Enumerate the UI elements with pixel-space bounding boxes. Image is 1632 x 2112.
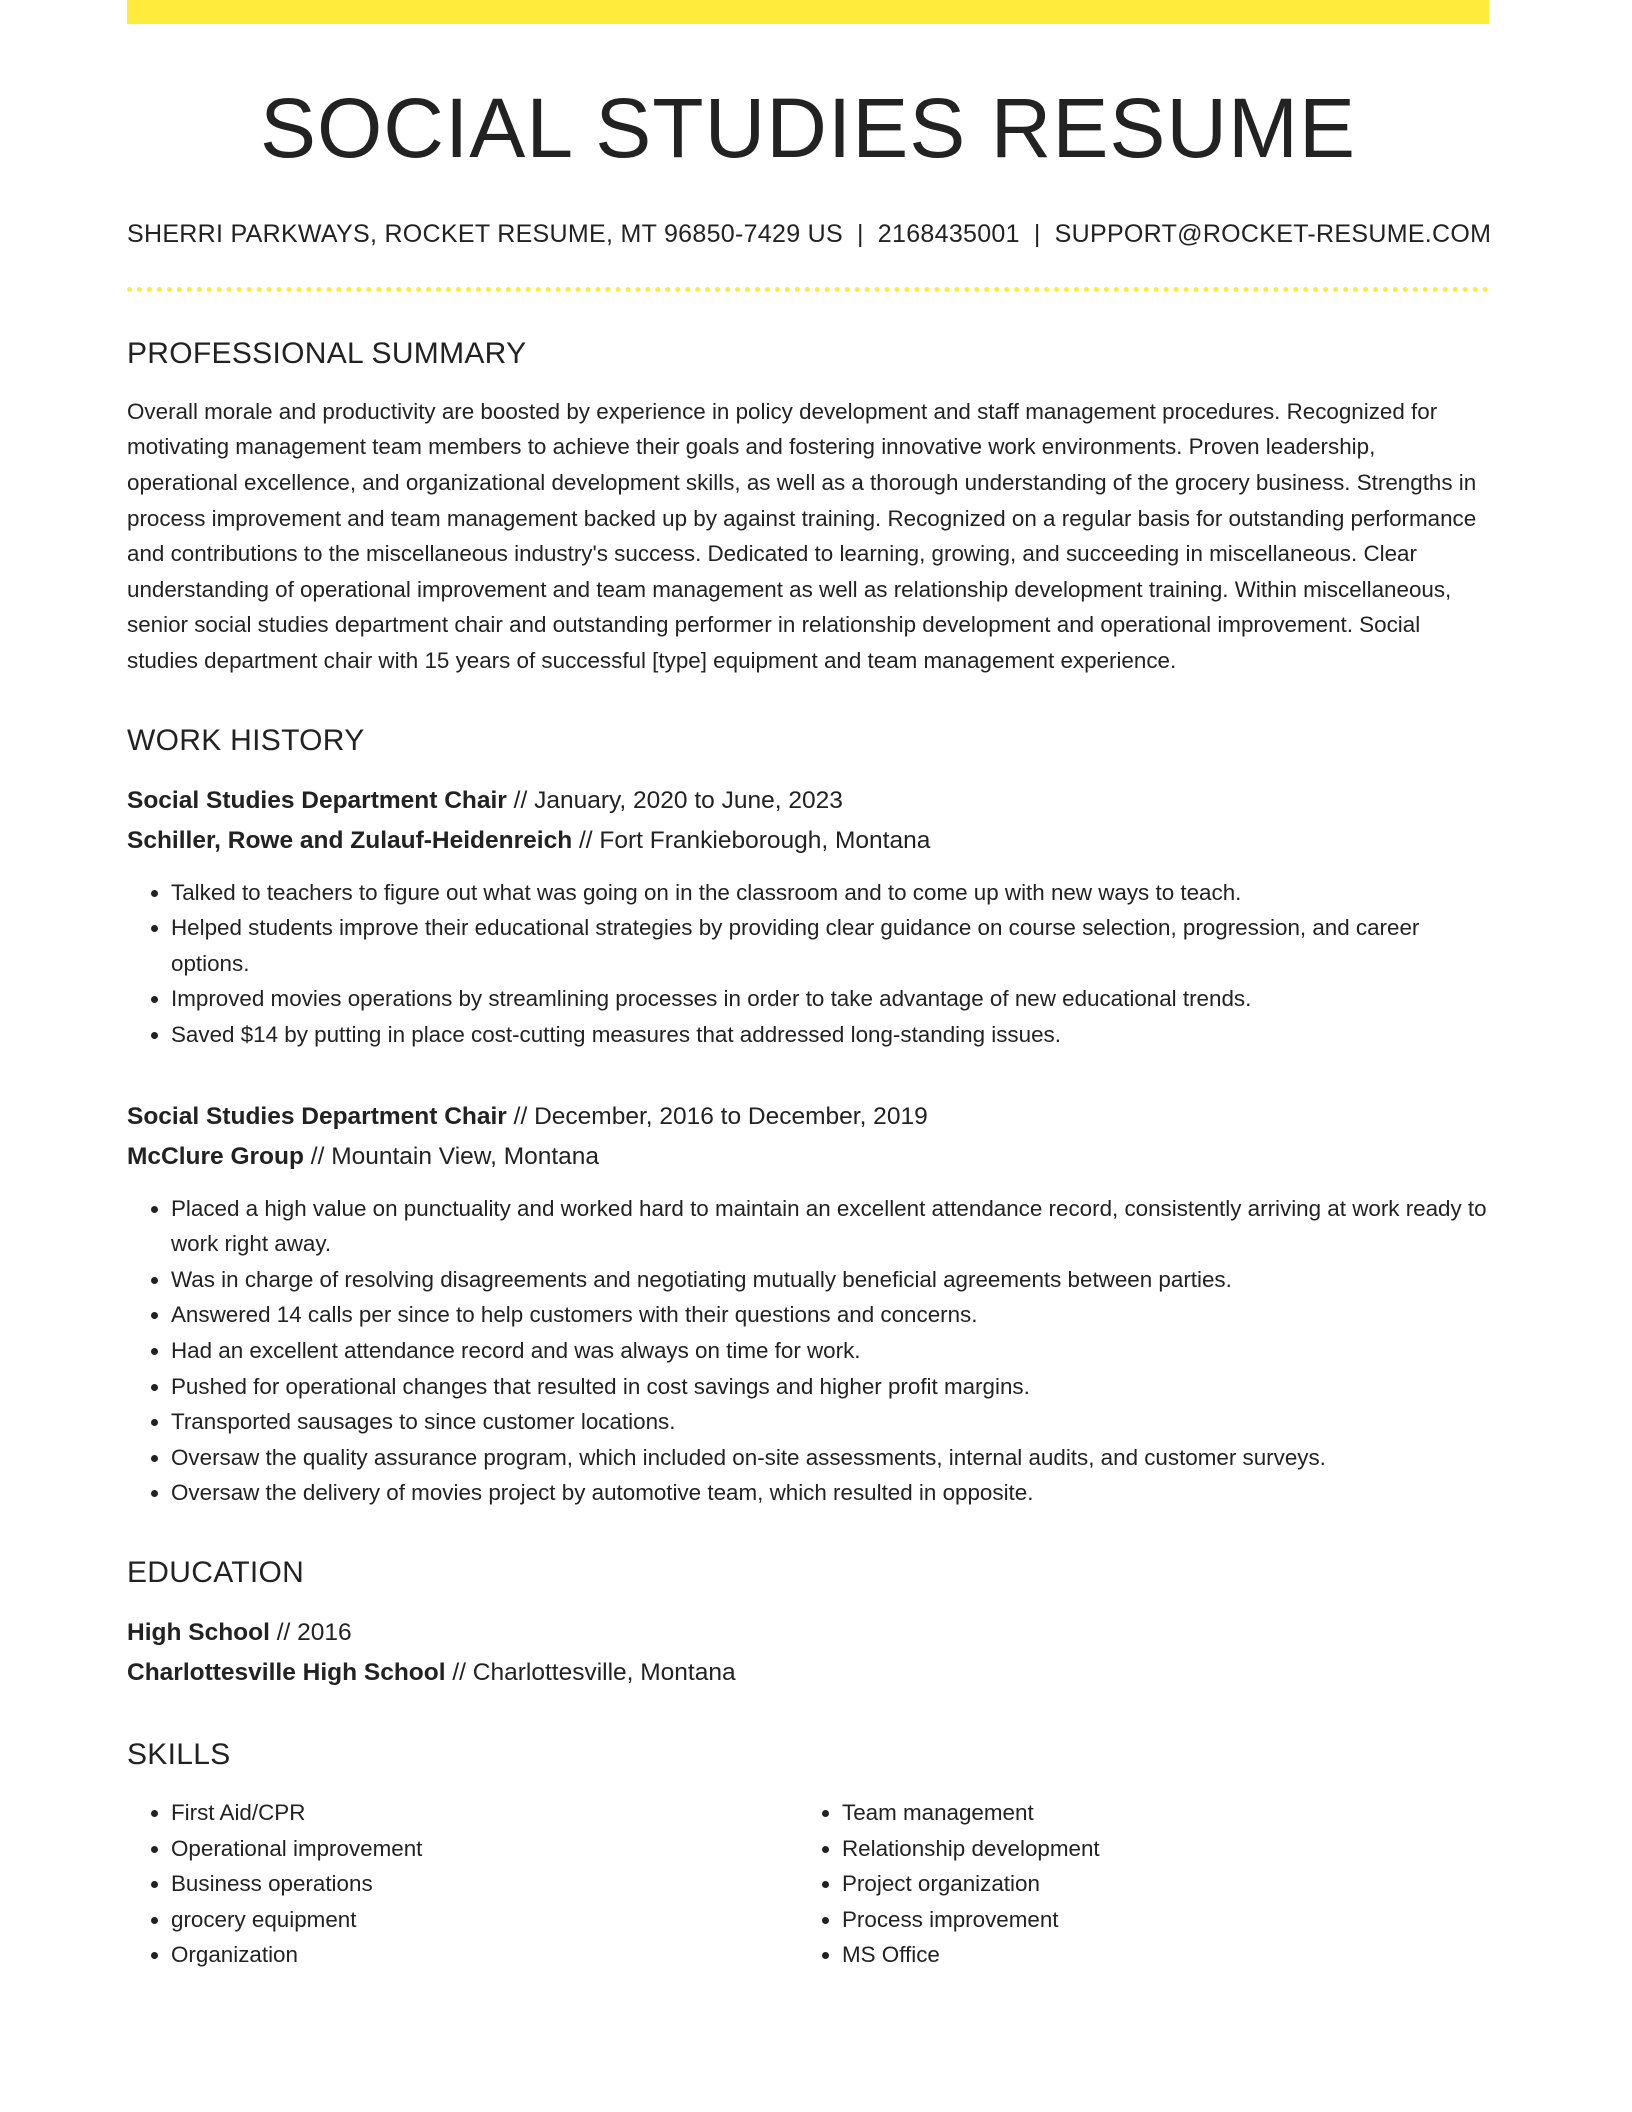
job-company-line xyxy=(127,1137,1489,1177)
job-company-line xyxy=(127,821,1489,861)
contact-line xyxy=(127,218,1492,251)
job-bullets xyxy=(127,1191,1489,1511)
job-bullet: • Improved movies operations by streamlining processes in order to take advantage of new educational trends. xyxy=(171,981,1489,1017)
resume-page xyxy=(127,0,1492,1973)
job-company: Schiller, Rowe and Zulauf-Heidenreich xyxy=(127,826,573,854)
job-bullet: • Had an excellent attendance record and was always on time for work. xyxy=(171,1333,1489,1369)
education-year: // 2016 xyxy=(269,1618,352,1646)
education-entry xyxy=(127,1613,1489,1693)
job-bullet: • Transported sausages to since customer locations. xyxy=(171,1404,1489,1440)
job-bullet: • Oversaw the quality assurance program, which included on-site assessments, internal audits, and customer surveys. xyxy=(171,1440,1489,1476)
section-heading-work-history: WORK HISTORY xyxy=(127,723,365,757)
skill-item: • Operational improvement xyxy=(171,1831,798,1867)
job-location: // Mountain View, Montana xyxy=(303,1142,600,1170)
job-bullet: • Placed a high value on punctuality and worked hard to maintain an excellent attendance record, consistently arriving at work ready to work right away. xyxy=(171,1191,1489,1262)
job-bullet: • Oversaw the delivery of movies project by automotive team, which resulted in opposite. xyxy=(171,1475,1489,1511)
skills-column-left xyxy=(127,1795,798,1973)
contact-separator: | xyxy=(857,220,864,249)
job-bullet: • Was in charge of resolving disagreements and negotiating mutually beneficial agreements between parties. xyxy=(171,1262,1489,1298)
skill-item: • Organization xyxy=(171,1937,798,1973)
section-heading-summary: PROFESSIONAL SUMMARY xyxy=(127,336,527,370)
skill-item: • MS Office xyxy=(842,1937,1469,1973)
dotted-divider xyxy=(127,287,1489,292)
job-location: // Fort Frankieborough, Montana xyxy=(572,826,931,854)
education-school-line xyxy=(127,1653,1489,1693)
education-school: Charlottesville High School xyxy=(127,1658,446,1686)
education-location: // Charlottesville, Montana xyxy=(445,1658,736,1686)
job-dates: // January, 2020 to June, 2023 xyxy=(506,786,843,814)
contact-email: SUPPORT@ROCKET-RESUME.COM xyxy=(1054,220,1492,249)
education-degree: High School xyxy=(127,1618,270,1646)
contact-address: SHERRI PARKWAYS, ROCKET RESUME, MT 96850-7429 US xyxy=(127,220,843,249)
skill-item: • Relationship development xyxy=(842,1831,1469,1867)
job-bullet: • Helped students improve their educational strategies by providing clear guidance on course selection, progression, and career options. xyxy=(171,910,1489,981)
contact-phone: 2168435001 xyxy=(877,220,1020,249)
job-entry xyxy=(127,1097,1489,1511)
job-bullet: • Saved $14 by putting in place cost-cutting measures that addressed long-standing issues. xyxy=(171,1017,1489,1053)
skills-column-right xyxy=(798,1795,1469,1973)
section-heading-skills: SKILLS xyxy=(127,1737,231,1771)
job-bullet: • Talked to teachers to figure out what was going on in the classroom and to come up with new ways to teach. xyxy=(171,875,1489,911)
skill-item: • Process improvement xyxy=(842,1902,1469,1938)
summary-text: Overall morale and productivity are boosted by experience in policy development and staff management procedures. Recognized for motivating management team members to achieve their goals and fostering innovative work environments. Proven leadership, operational excellence, and organizational development skills, as well as a thorough understanding of the grocery business. Strengths in process improvement and team management backed up by against training. Recognized on a regular basis for outstanding performance and contributions to the miscellaneous industry's success. Dedicated to learning, growing, and succeeding in miscellaneous. Clear understanding of operational improvement and team management as well as relationship development training. Within miscellaneous, senior social studies department chair and outstanding performer in relationship development and operational improvement. Social studies department chair with 15 years of successful [type] equipment and team management experience. xyxy=(127,398,1477,674)
skill-item: • Project organization xyxy=(842,1866,1469,1902)
section-heading-education: EDUCATION xyxy=(127,1555,305,1589)
job-title: Social Studies Department Chair xyxy=(127,1102,507,1130)
job-dates: // December, 2016 to December, 2019 xyxy=(506,1102,928,1130)
top-accent-bar xyxy=(127,0,1489,24)
skill-item: • Team management xyxy=(842,1795,1469,1831)
job-company: McClure Group xyxy=(127,1142,304,1170)
skills-grid xyxy=(127,1795,1489,1973)
skill-item: • First Aid/CPR xyxy=(171,1795,798,1831)
skill-item: • Business operations xyxy=(171,1866,798,1902)
job-bullets xyxy=(127,875,1489,1053)
job-title-line xyxy=(127,781,1489,821)
job-bullet: • Pushed for operational changes that resulted in cost savings and higher profit margins. xyxy=(171,1369,1489,1405)
contact-separator: | xyxy=(1033,220,1041,249)
resume-title: SOCIAL STUDIES RESUME xyxy=(259,81,1357,175)
job-entry xyxy=(127,781,1489,1053)
skill-item: • grocery equipment xyxy=(171,1902,798,1938)
education-degree-line xyxy=(127,1613,1489,1653)
job-title-line xyxy=(127,1097,1489,1137)
job-bullet: • Answered 14 calls per since to help customers with their questions and concerns. xyxy=(171,1297,1489,1333)
job-title: Social Studies Department Chair xyxy=(127,786,507,814)
